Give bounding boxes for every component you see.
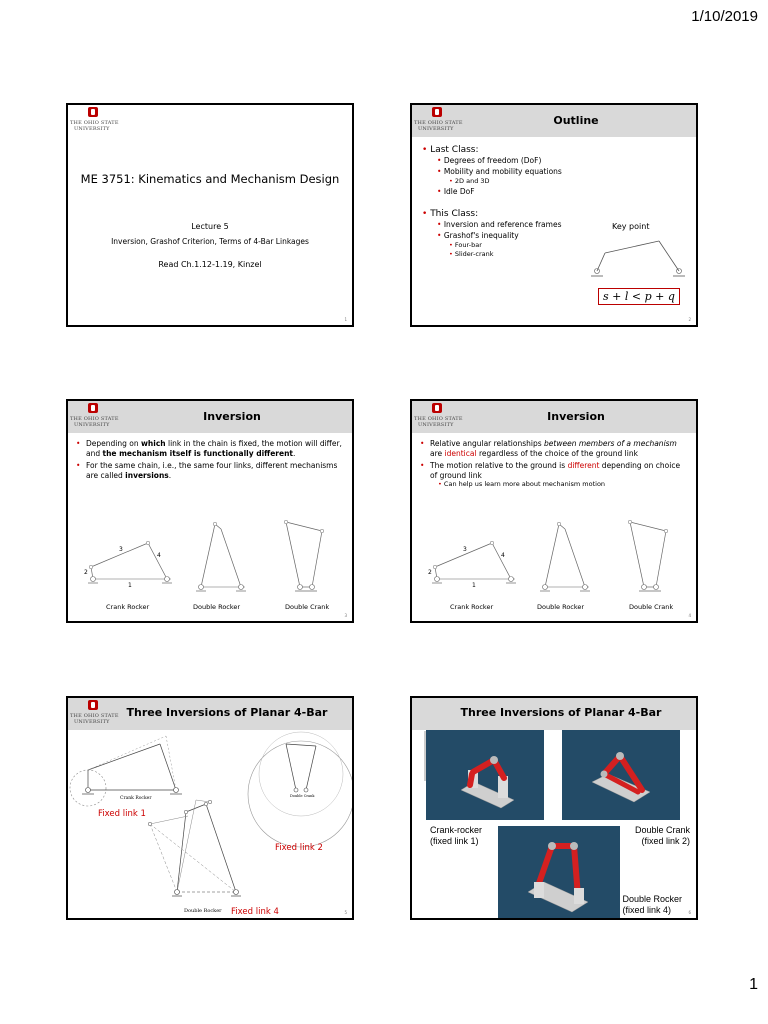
svg-text:3: 3 [463, 546, 467, 553]
double-rocker-diagram [193, 519, 253, 594]
caption-crank-rocker: Crank-rocker (fixed link 1) [430, 825, 483, 846]
list-item: • Four-bar [449, 241, 482, 249]
slide-number: 4 [688, 613, 691, 618]
crank-rocker-render [426, 730, 544, 820]
this-class-heading: This Class: [430, 209, 479, 219]
slide-number: 1 [344, 317, 347, 322]
svg-text:4: 4 [157, 552, 161, 559]
caption-double-crank: Double Crank [285, 603, 330, 611]
slide-number: 3 [344, 613, 347, 618]
slide-header [412, 698, 696, 730]
slide-title: Three Inversions of Planar 4-Bar [126, 706, 328, 719]
slide-number: 5 [344, 910, 347, 915]
university-logo: THE OHIO STATE UNIVERSITY [414, 403, 462, 431]
slide-header [412, 105, 696, 137]
caption-crank-rocker: Crank Rocker [450, 603, 494, 611]
caption-double-crank: Double Crank [629, 603, 674, 611]
slide-title: Three Inversions of Planar 4-Bar [460, 706, 662, 719]
slide-6 [410, 696, 698, 920]
list-item: • Slider-crank [449, 250, 494, 258]
bullet-1: • Depending on which link in the chain is fixed, the motion will differ, and the mechanism itself is functionally different. [76, 439, 342, 458]
university-logo: THE OHIO STATE UNIVERSITY [70, 700, 118, 728]
university-logo: THE OHIO STATE UNIVERSITY [414, 107, 462, 135]
double-crank-diagram [622, 519, 682, 594]
double-crank-diagram [278, 519, 338, 594]
crank-rocker-diagram [427, 531, 517, 591]
slide-title: Inversion [547, 410, 605, 423]
caption-double-rocker: Double Rocker (fixed link 4) [622, 894, 682, 915]
double-rocker-diagram [537, 519, 597, 594]
svg-text:3: 3 [119, 546, 123, 553]
slide-5 [66, 696, 354, 920]
svg-text:2: 2 [428, 569, 432, 576]
bullet-1: • Relative angular relationships between members of a mechanism are identical regardless of the choice of the ground link [420, 439, 677, 458]
grashof-formula: s + l < p + q [598, 288, 680, 305]
crank-rocker-diagram [83, 531, 173, 591]
slide-header [68, 401, 352, 433]
outline-list: • Last Class: • Degrees of freedom (DoF) • Mobility and mobility equations • 2D and 3D • Idle DoF • This Class: • Inversion and reference frames • Grashof's inequality • Four-bar • Slider-crank [422, 145, 562, 258]
double-crank-model [562, 730, 680, 820]
page-number: 1 [749, 976, 758, 993]
list-item: • Grashof's inequality [437, 231, 519, 240]
slide-number: 6 [688, 910, 691, 915]
fixed-link-2-label: Fixed link 2 [275, 843, 323, 853]
slide-1 [66, 103, 354, 327]
print-date: 1/10/2019 [691, 8, 758, 25]
double-crank-render [562, 730, 680, 820]
university-logo: THE OHIO STATE UNIVERSITY [70, 403, 118, 431]
caption-double-rocker: Double Rocker [537, 603, 585, 611]
list-item: • Mobility and mobility equations [437, 167, 562, 176]
bullet-2: • For the same chain, i.e., the same four links, different mechanisms are called inversions. [76, 461, 338, 480]
double-rocker-label: Double Rocker [184, 908, 222, 914]
caption-crank-rocker: Crank Rocker [106, 603, 150, 611]
slide-3 [66, 399, 354, 623]
university-logo: THE OHIO STATE UNIVERSITY [70, 107, 118, 135]
list-item: • Degrees of freedom (DoF) [437, 156, 542, 165]
slide-4 [410, 399, 698, 623]
lecture-subtitle: Inversion, Grashof Criterion, Terms of 4-Bar Linkages [111, 237, 309, 246]
list-item: • Inversion and reference frames [437, 220, 562, 229]
slide-title: Inversion [203, 410, 261, 423]
caption-double-rocker: Double Rocker [193, 603, 241, 611]
slide-title: ME 3751: Kinematics and Mechanism Design [80, 172, 340, 186]
double-crank-label: Double Crank [290, 794, 315, 798]
slide-title: Outline [553, 114, 599, 127]
slide-2 [410, 103, 698, 327]
fixed-link-1-label: Fixed link 1 [98, 809, 146, 819]
slide-header [412, 401, 696, 433]
last-class-heading: Last Class: [430, 145, 479, 155]
list-item: • 2D and 3D [449, 177, 490, 185]
key-point-label: Key point [612, 222, 650, 231]
crank-rocker-inversion-figure [68, 732, 354, 920]
crank-rocker-label: Crank Rocker [120, 796, 152, 801]
fixed-link-4-label: Fixed link 4 [231, 907, 279, 917]
lecture-number: Lecture 5 [191, 222, 229, 231]
svg-text:1: 1 [128, 582, 132, 589]
slide-number: 2 [688, 317, 691, 322]
svg-text:1: 1 [472, 582, 476, 589]
reading-assignment: Read Ch.1.12-1.19, Kinzel [158, 260, 262, 269]
svg-text:2: 2 [84, 569, 88, 576]
list-item: • Idle DoF [437, 187, 475, 196]
four-bar-sketch [587, 233, 687, 283]
sub-bullet: • Can help us learn more about mechanism motion [438, 480, 606, 488]
double-rocker-model [498, 826, 620, 918]
slide-header [68, 698, 352, 730]
double-rocker-render [498, 826, 620, 918]
bullet-2: • The motion relative to the ground is different depending on choice of ground link [420, 461, 681, 480]
crank-rocker-model [426, 730, 544, 820]
caption-double-crank: Double Crank (fixed link 2) [634, 825, 690, 846]
svg-text:4: 4 [501, 552, 505, 559]
